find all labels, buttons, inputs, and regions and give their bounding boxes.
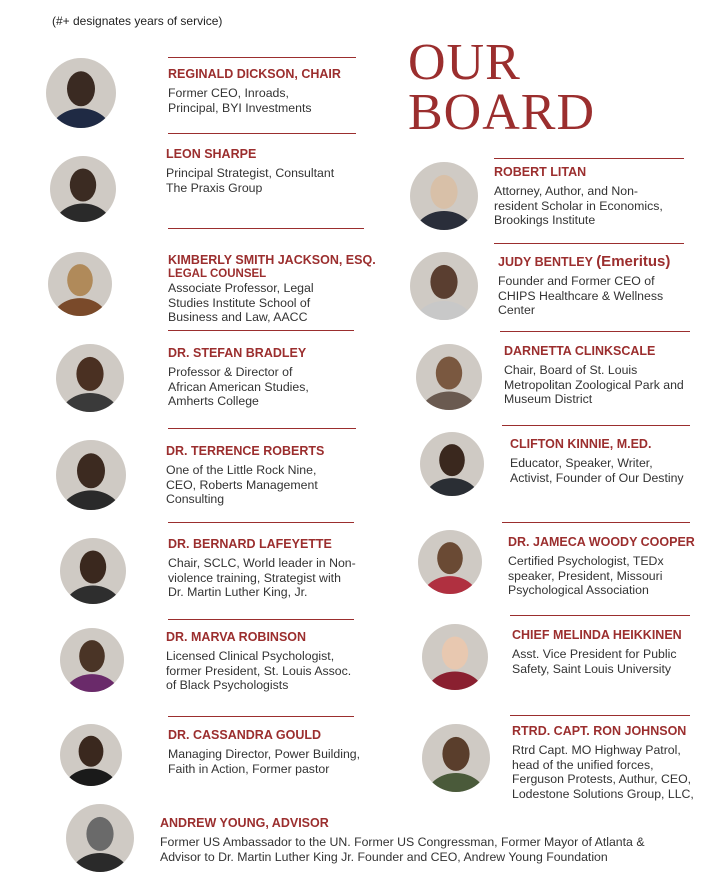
member-photo (60, 538, 126, 604)
member-description: Professor & Director of African American Studies, Amherts College (168, 365, 309, 408)
member-name (168, 537, 356, 552)
member-name-text: DR. MARVA ROBINSON (166, 630, 307, 644)
member-name (512, 628, 682, 643)
member-entry (160, 816, 645, 864)
member-description: Associate Professor, Legal Studies Institute School of Business and Law, AACC (168, 281, 314, 324)
member-description: One of the Little Rock Nine, CEO, Roberts Management Consulting (166, 463, 318, 506)
divider-rule (500, 331, 690, 332)
member-entry (166, 444, 324, 507)
member-name (168, 253, 376, 268)
member-name (508, 535, 695, 550)
member-entry (508, 535, 695, 598)
member-entry (168, 253, 376, 325)
member-name (494, 165, 663, 180)
member-description: Asst. Vice President for Public Safety, Saint Louis University (512, 647, 677, 676)
title-line-2: BOARD (408, 84, 596, 141)
member-name (510, 437, 684, 452)
member-name (168, 346, 309, 361)
member-photo (66, 804, 134, 872)
member-description: Rtrd Capt. MO Highway Patrol, head of the unified forces, Ferguson Protests, Authur, CEO, Lodestone Solutions Group, LLC, (512, 743, 694, 801)
divider-rule (494, 158, 684, 159)
member-name-text: CHIEF MELINDA HEIKKINEN (512, 628, 682, 642)
member-name-text: ANDREW YOUNG, ADVISOR (160, 816, 329, 830)
member-name (166, 147, 334, 162)
divider-rule (168, 228, 364, 229)
member-entry (166, 630, 351, 693)
member-name (168, 67, 341, 82)
member-entry (168, 728, 360, 776)
member-name (160, 816, 645, 831)
member-entry (498, 254, 670, 318)
member-name-text: DR. CASSANDRA GOULD (168, 728, 322, 742)
member-photo (418, 530, 482, 594)
member-description: Managing Director, Power Building, Faith in Action, Former pastor (168, 747, 361, 776)
divider-rule (168, 57, 356, 58)
member-description: Founder and Former CEO of CHIPS Healthcare & Wellness Center (498, 274, 664, 317)
member-description: Certified Psychologist, TEDx speaker, President, Missouri Psychological Association (508, 554, 664, 597)
member-photo (420, 432, 484, 496)
member-photo (56, 440, 126, 510)
member-photo (50, 156, 116, 222)
member-entry (512, 724, 694, 801)
member-description: Licensed Clinical Psychologist, former President, St. Louis Assoc. of Black Psychologists (166, 649, 352, 692)
member-entry (512, 628, 682, 676)
divider-rule (510, 715, 690, 716)
member-photo (48, 252, 112, 316)
member-name-text: DR. BERNARD LAFEYETTE (168, 537, 332, 551)
divider-rule (510, 615, 690, 616)
member-name-text: DR. TERRENCE ROBERTS (166, 444, 325, 458)
divider-rule (168, 522, 354, 523)
divider-rule (168, 133, 356, 134)
divider-rule (168, 330, 354, 331)
member-entry (494, 165, 663, 228)
divider-rule (502, 522, 690, 523)
member-name-text: JUDY BENTLEY (498, 255, 593, 269)
member-name-text: REGINALD DICKSON, CHAIR (168, 67, 341, 81)
member-photo (422, 724, 490, 792)
member-role: LEGAL COUNSEL (168, 268, 267, 280)
member-entry (168, 537, 356, 600)
member-entry (168, 67, 341, 115)
member-name (166, 630, 351, 645)
member-photo (416, 344, 482, 410)
member-photo (60, 724, 122, 786)
member-name-text: DR. JAMECA WOODY COOPER (508, 535, 695, 549)
member-entry (168, 346, 309, 409)
member-description: Former US Ambassador to the UN. Former US Congressman, Former Mayor of Atlanta & Advisor to Dr. Martin Luther King Jr. Founder and CEO, Andrew Young Foundation (160, 835, 645, 864)
member-description: Chair, SCLC, World leader in Non- violence training, Strategist with Dr. Martin Luther King, Jr. (168, 556, 356, 599)
member-name-text: CLIFTON KINNIE, M.ED. (510, 437, 652, 451)
member-photo (410, 162, 478, 230)
member-photo (56, 344, 124, 412)
member-name-text: LEON SHARPE (166, 147, 257, 161)
title-line-1: OUR (408, 34, 521, 91)
member-name-text: ROBERT LITAN (494, 165, 587, 179)
service-note: (#+ designates years of service) (52, 14, 223, 28)
member-entry (510, 437, 684, 485)
member-name (512, 724, 694, 739)
member-entry (504, 344, 684, 407)
member-name (166, 444, 324, 459)
member-name-text: DR. STEFAN BRADLEY (168, 346, 307, 360)
member-name (504, 344, 684, 359)
member-name (168, 728, 360, 743)
divider-rule (168, 716, 354, 717)
member-description: Chair, Board of St. Louis Metropolitan Zoological Park and Museum District (504, 363, 684, 406)
member-name-text: DARNETTA CLINKSCALE (504, 344, 656, 358)
member-photo (410, 252, 478, 320)
divider-rule (502, 425, 690, 426)
member-name (498, 254, 670, 270)
member-description: Former CEO, Inroads, Principal, BYI Investments (168, 86, 312, 115)
member-description: Attorney, Author, and Non- resident Scholar in Economics, Brookings Institute (494, 184, 663, 227)
member-name-text: KIMBERLY SMITH JACKSON, ESQ. (168, 253, 376, 267)
divider-rule (168, 428, 356, 429)
member-photo (60, 628, 124, 692)
member-description: Educator, Speaker, Writer, Activist, Founder of Our Destiny (510, 456, 684, 485)
member-photo (46, 58, 116, 128)
divider-rule (494, 243, 684, 244)
page-title (408, 34, 596, 141)
member-photo (422, 624, 488, 690)
member-status: (Emeritus) (596, 253, 671, 270)
member-description: Principal Strategist, Consultant The Praxis Group (166, 166, 335, 195)
divider-rule (168, 619, 354, 620)
member-entry (166, 147, 334, 195)
member-name-text: RTRD. CAPT. RON JOHNSON (512, 724, 687, 738)
